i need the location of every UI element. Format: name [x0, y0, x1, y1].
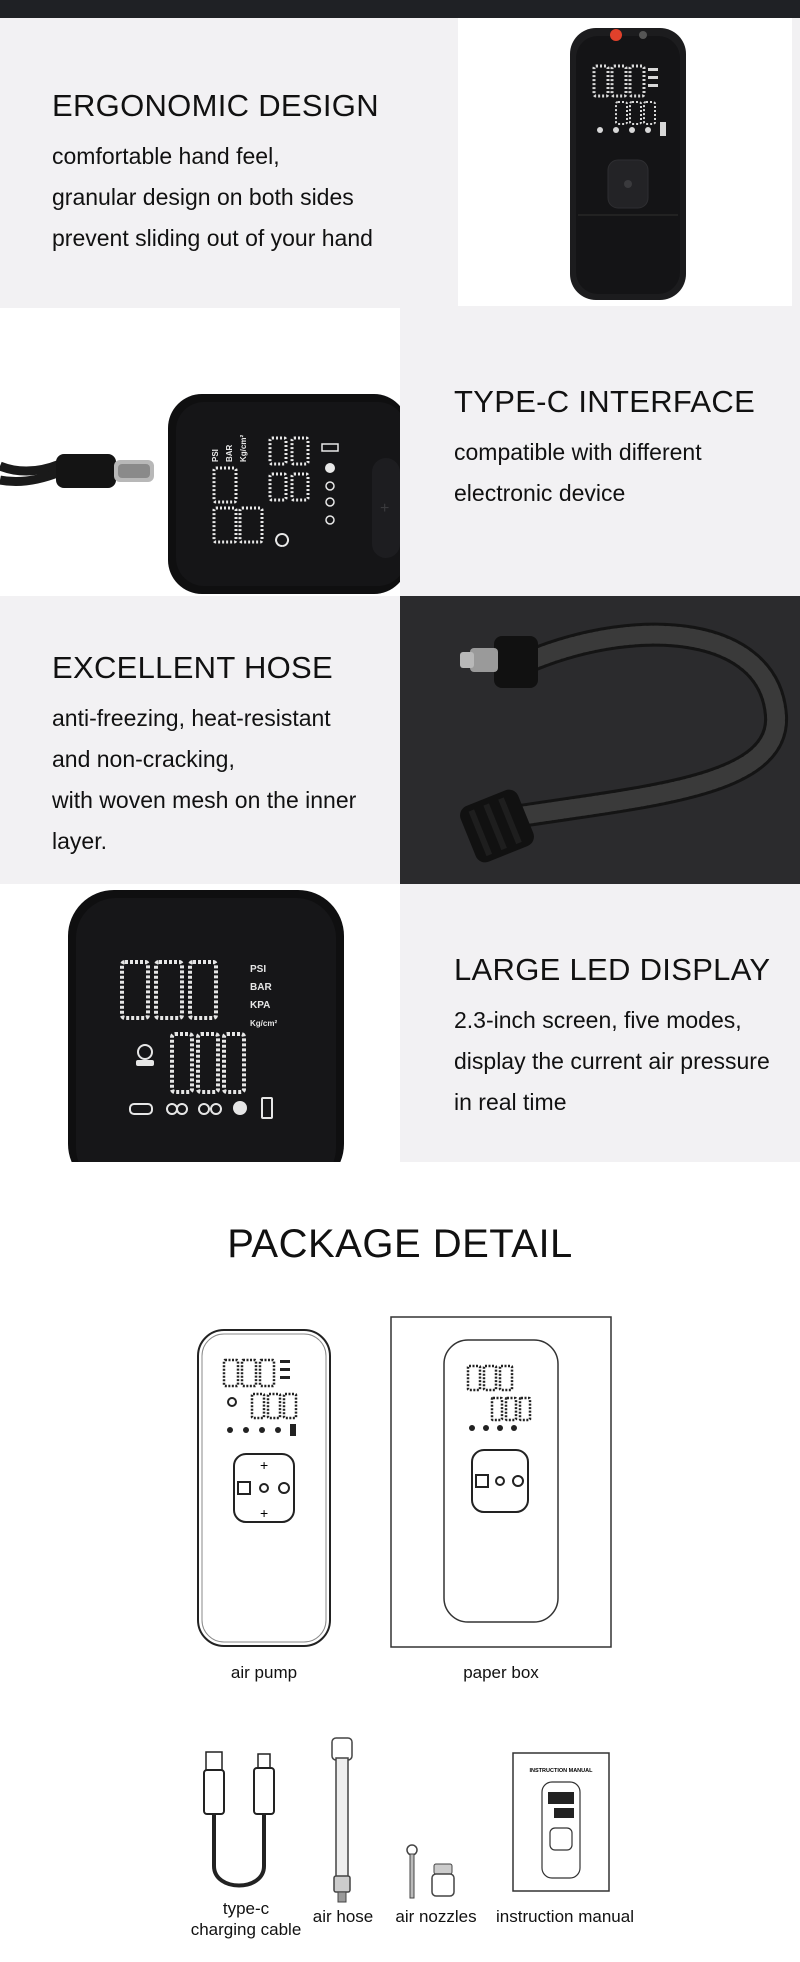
- svg-text:+: +: [260, 1457, 269, 1473]
- unit-kpa: KPA: [250, 1000, 271, 1011]
- feature-text: [52, 650, 356, 862]
- air-pump-drawing: [194, 1328, 334, 1648]
- air-hose-drawing: [326, 1736, 358, 1906]
- instruction-manual-drawing: [512, 1752, 610, 1892]
- caption-air-hose: air hose: [312, 1907, 374, 1926]
- feature-led: [0, 884, 800, 1162]
- charging-cable-drawing: [196, 1742, 296, 1902]
- feature-title: ERGONOMIC DESIGN: [52, 88, 379, 123]
- feature-line: comfortable hand feel,: [52, 143, 280, 169]
- caption-cable-line1: type-c: [222, 1899, 270, 1918]
- package-title: PACKAGE DETAIL: [227, 1222, 573, 1266]
- svg-text:+: +: [380, 500, 390, 517]
- unit-psi: PSI: [250, 964, 267, 975]
- caption-instruction-manual: instruction manual: [496, 1907, 634, 1926]
- product-photo-display: [0, 884, 400, 1162]
- unit-kgcm: Kg/cm²: [250, 1019, 278, 1028]
- feature-line: display the current air pressure: [454, 1048, 770, 1074]
- feature-hose: [0, 596, 800, 884]
- product-photo-usb-port: [0, 308, 400, 596]
- product-photo-front: [458, 18, 792, 306]
- feature-line: with woven mesh on the inner: [52, 787, 357, 813]
- caption-paper-box: paper box: [463, 1663, 539, 1682]
- unit-kgcm: Kg/cm²: [239, 434, 248, 462]
- feature-line: anti-freezing, heat-resistant: [52, 705, 331, 731]
- unit-bar: BAR: [225, 444, 234, 462]
- feature-line: layer.: [52, 828, 107, 854]
- feature-line: compatible with different: [454, 439, 702, 465]
- caption-cable-line2: charging cable: [190, 1920, 302, 1939]
- feature-ergonomic: [0, 18, 800, 308]
- feature-line: electronic device: [454, 480, 626, 506]
- feature-line: 2.3-inch screen, five modes,: [454, 1007, 742, 1033]
- paper-box-drawing: [390, 1316, 612, 1648]
- product-photo-hose: [400, 596, 800, 884]
- unit-psi: PSI: [211, 449, 220, 462]
- feature-line: granular design on both sides: [52, 184, 354, 210]
- feature-text: [454, 952, 770, 1123]
- feature-title: TYPE-C INTERFACE: [454, 384, 756, 419]
- feature-line: in real time: [454, 1089, 567, 1115]
- manual-cover-title: INSTRUCTION MANUAL: [529, 1768, 593, 1774]
- feature-text: [454, 384, 755, 514]
- feature-line: prevent sliding out of your hand: [52, 225, 373, 251]
- caption-air-nozzles: air nozzles: [395, 1907, 477, 1926]
- caption-charging-cable: [176, 1898, 316, 1940]
- feature-typec: [0, 308, 800, 596]
- feature-title: LARGE LED DISPLAY: [454, 952, 771, 987]
- caption-air-pump: air pump: [230, 1663, 298, 1682]
- air-nozzles-drawing: [398, 1842, 462, 1902]
- top-bar: [0, 0, 800, 18]
- unit-bar: BAR: [250, 982, 272, 993]
- feature-line: and non-cracking,: [52, 746, 235, 772]
- svg-text:+: +: [260, 1505, 269, 1521]
- feature-title: EXCELLENT HOSE: [52, 650, 334, 685]
- feature-text: [52, 88, 379, 259]
